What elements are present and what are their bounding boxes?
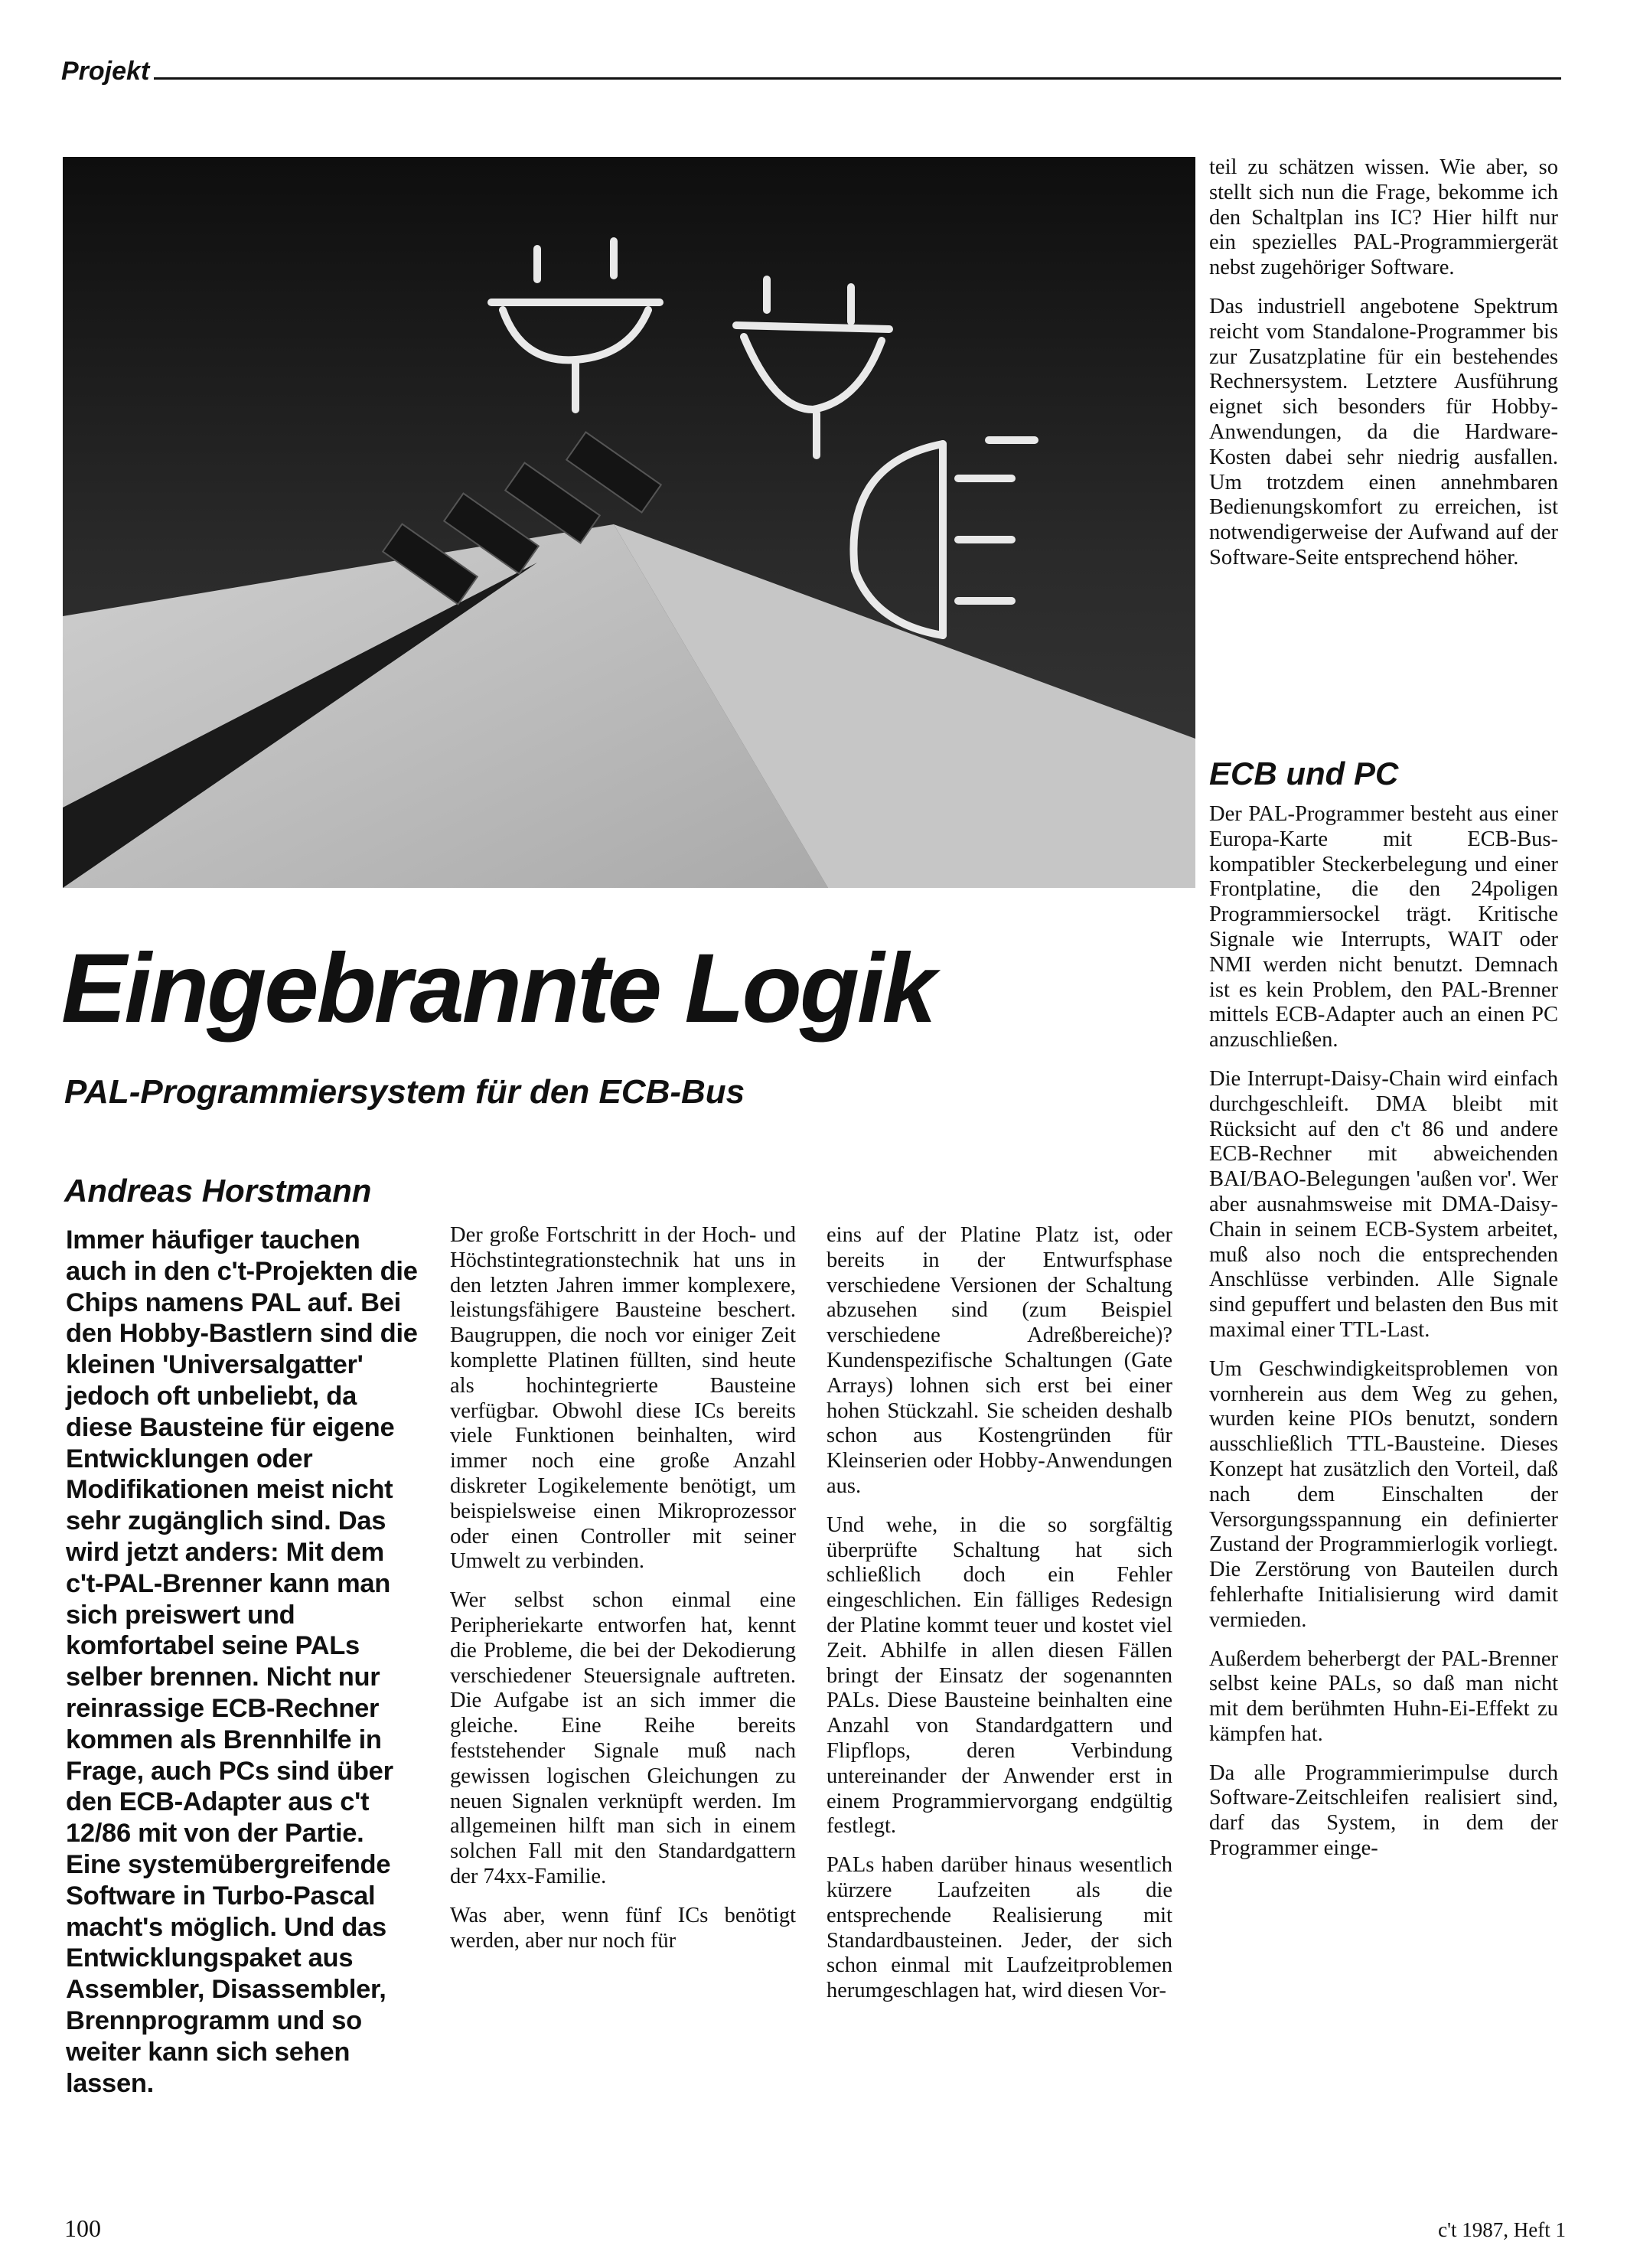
paragraph: Der große Fortschritt in der Hoch- und Höchstintegrationstechnik hat uns in den letzten Jahren immer komplexere, leistungsfähigere Bausteine beschert. Baugruppen, die noch vor einiger Zeit komplette Platinen füllten, sind heute als hochintegrierte Bausteine verfügbar. Obwohl diese ICs bereits viele Funktionen beinhalten, wird immer noch eine große Anzahl diskreter Logikelemente benötigt, um beispielsweise einen Mikroprozessor oder einen Controller mit seiner Umwelt zu verbinden. xyxy=(450,1223,796,1574)
paragraph: Die Interrupt-Daisy-Chain wird einfach durchgeschleift. DMA bleibt mit Rücksicht auf den c't 86 und andere ECB-Rechner mit abweichenden BAI/BAO-Belegungen 'außen vor'. Wer aber ausnahmsweise mit DMA-Daisy-Chain in seinem ECB-System arbeitet, muß also noch die entsprechenden Anschlüsse verbinden. Alle Signale sind gepuffert und belasten den Bus mit maximal einer TTL-Last. xyxy=(1209,1066,1558,1342)
paragraph: PALs haben darüber hinaus wesentlich kürzere Laufzeiten als die entsprechende Realisierung mit Standardbausteinen. Jeder, der sich schon einmal mit Laufzeitproblemen herumgeschlagen hat, wird diesen Vor- xyxy=(827,1853,1172,2003)
issue-reference: c't 1987, Heft 1 xyxy=(1438,2218,1566,2241)
body-column-3 xyxy=(827,1223,1172,2018)
paragraph: teil zu schätzen wissen. Wie aber, so stellt sich nun die Frage, bekomme ich den Schaltplan ins IC? Hier hilft nur ein spezielles PAL-Programmiergerät nebst zugehöriger Software. xyxy=(1209,155,1558,280)
paragraph: eins auf der Platine Platz ist, oder bereits in der Entwurfsphase verschiedene Versionen der Schaltung abzusehen sind (zum Beispiel verschiedene Adreßbereiche)? Kundenspezifische Schaltungen (Gate Arrays) lohnen sich erst bei einer hohen Stückzahl. Sie scheiden deshalb schon aus Kostengründen für Kleinserien oder Hobby-Anwendungen aus. xyxy=(827,1223,1172,1498)
page-number: 100 xyxy=(64,2214,101,2242)
header-rule xyxy=(154,77,1561,80)
article-subtitle: PAL-Programmiersystem für den ECB-Bus xyxy=(64,1073,745,1111)
paragraph: Wer selbst schon einmal eine Peripheriekarte entworfen hat, kennt die Probleme, die bei der Dekodierung verschiedener Steuersignale auftreten. Die Aufgabe ist an sich immer die gleiche. Eine Reihe bereits feststehender Signale muß nach gewissen logischen Gleichungen zu neuen Signalen verknüpft werden. Im allgemeinen hilft man sich in einem solchen Fall mit den Standardgattern der 74xx-Familie. xyxy=(450,1588,796,1888)
paragraph: Da alle Programmierimpulse durch Software-Zeitschleifen realisiert sind, darf das System, in dem der Programmer einge- xyxy=(1209,1761,1558,1861)
article-lead: Immer häufiger tauchen auch in den c't-Projekten die Chips namens PAL auf. Bei den Hobby-Bastlern sind die kleinen 'Universalgatter' jedoch oft unbeliebt, da diese Bausteine für eigene Entwicklungen oder Modifikationen meist nicht sehr zugänglich sind. Das wird jetzt anders: Mit dem c't-PAL-Brenner kann man sich preiswert und komfortabel seine PALs selber brennen. Nicht nur reinrassige ECB-Rechner kommen als Brennhilfe in Frage, auch PCs sind über den ECB-Adapter aus c't 12/86 mit von der Partie. Eine systemübergreifende Software in Turbo-Pascal macht's möglich. Und das Entwicklungspaket aus Assembler, Disassembler, Brennprogramm und so weiter kann sich sehen lassen. xyxy=(66,1225,418,2098)
running-head xyxy=(61,47,1561,84)
article-photo xyxy=(63,157,1195,888)
article-author: Andreas Horstmann xyxy=(64,1173,372,1209)
paragraph: Der PAL-Programmer besteht aus einer Europa-Karte mit ECB-Bus-kompatibler Steckerbelegung und einer Frontplatine, die den 24poligen Programmiersockel trägt. Kritische Signale wie Interrupts, WAIT oder NMI werden nicht benutzt. Demnach ist es kein Problem, den PAL-Brenner mittels ECB-Adapter auch an einen PC anzuschließen. xyxy=(1209,802,1558,1052)
paragraph: Und wehe, in die so sorgfältig überprüfte Schaltung hat sich schließlich doch ein Fehler eingeschlichen. Ein fälliges Redesign der Platine kommt teuer und kostet viel Zeit. Abhilfe in allen diesen Fällen bringt der Einsatz der sogenannten PALs. Diese Bausteine beinhalten eine Anzahl von Standardgattern und Flipflops, deren Verbindung untereinander der Anwender erst in einem Programmiervorgang endgültig festlegt. xyxy=(827,1513,1172,1839)
section-heading: ECB und PC xyxy=(1209,755,1399,791)
paragraph: Was aber, wenn fünf ICs benötigt werden, aber nur noch für xyxy=(450,1903,796,1953)
article-title: Eingebrannte Logik xyxy=(61,934,934,1043)
section-label: Projekt xyxy=(61,57,150,86)
paragraph: Das industriell angebotene Spektrum reicht vom Standalone-Programmer bis zur Zusatzplatine für ein bestehendes Rechnersystem. Letztere Ausführung eignet sich besonders für Hobby-Anwendungen, da die Hardware-Kosten dabei sehr niedrig ausfallen. Um trotzdem einen annehmbaren Bedienungskomfort zu erreichen, ist notwendigerweise der Aufwand auf der Software-Seite entsprechend höher. xyxy=(1209,294,1558,569)
paragraph: Um Geschwindigkeitsproblemen von vornherein aus dem Weg zu gehen, wurden keine PIOs benutzt, sondern ausschließlich TTL-Bausteine. Dieses Konzept hat zusätzlich den Vorteil, daß nach dem Einschalten der Versorgungsspannung ein definierter Zustand der Programmierlogik vorliegt. Die Zerstörung von Bauteilen durch fehlerhafte Initialisierung wird damit vermieden. xyxy=(1209,1356,1558,1632)
paragraph: Außerdem beherbergt der PAL-Brenner selbst keine PALs, so daß man nicht mit dem berühmten Huhn-Ei-Effekt zu kämpfen hat. xyxy=(1209,1646,1558,1746)
body-column-2 xyxy=(450,1223,796,1967)
body-column-4-top xyxy=(1209,155,1558,585)
body-column-4-bottom xyxy=(1209,802,1558,1875)
